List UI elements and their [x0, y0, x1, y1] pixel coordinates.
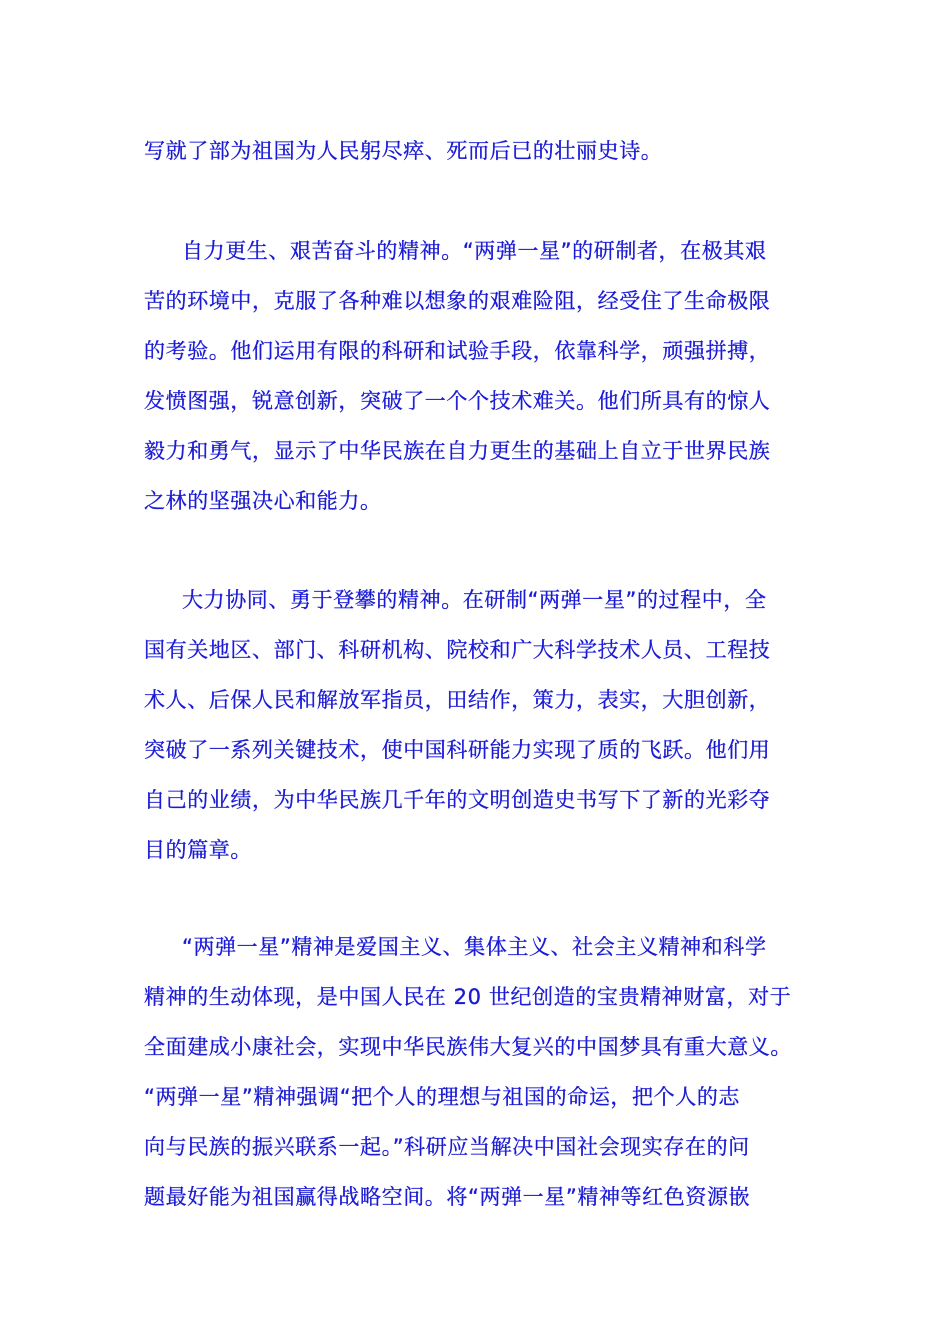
text-line: 目的篇章。	[144, 838, 252, 862]
text-line: 自己的业绩，为中华民族几千年的文明创造史书写下了新的光彩夺	[144, 788, 771, 812]
text-line: “两弹一星”精神是爱国主义、集体主义、社会主义精神和科学	[182, 935, 767, 959]
text-line: 发愤图强，锐意创新，突破了一个个技术难关。他们所具有的惊人	[144, 389, 771, 413]
text-line: 自力更生、艰苦奋斗的精神。“两弹一星”的研制者，在极其艰	[182, 239, 767, 263]
text-line: 苦的环境中，克服了各种难以想象的艰难险阻，经受住了生命极限	[144, 289, 771, 313]
paragraph-self-reliance	[144, 226, 824, 526]
paragraph-cooperation	[144, 575, 824, 875]
text-line: 大力协同、勇于登攀的精神。在研制“两弹一星”的过程中，全	[182, 588, 767, 612]
text-line: 全面建成小康社会，实现中华民族伟大复兴的中国梦具有重大意义。	[144, 1035, 792, 1059]
text-line: 向与民族的振兴联系一起。”科研应当解决中国社会现实存在的问	[144, 1135, 750, 1159]
text-line: 精神的生动体现，是中国人民在 20 世纪创造的宝贵精神财富，对于	[144, 985, 792, 1009]
text-line: 题最好能为祖国赢得战略空间。将“两弹一星”精神等红色资源嵌	[144, 1185, 751, 1209]
text-line: 术人、后保人民和解放军指员，田结作，策力，表实，大胆创新，	[144, 688, 771, 712]
paragraph-spirit-significance	[144, 922, 824, 1222]
text-line: “两弹一星”精神强调“把个人的理想与祖国的命运，把个人的志	[144, 1085, 741, 1109]
paragraph-continuation	[144, 126, 824, 176]
text-line: 毅力和勇气，显示了中华民族在自力更生的基础上自立于世界民族	[144, 439, 771, 463]
text-line: 之林的坚强决心和能力。	[144, 489, 382, 513]
text-line: 的考验。他们运用有限的科研和试验手段，依靠科学，顽强拼搏，	[144, 339, 771, 363]
text-line: 突破了一系列关键技术，使中国科研能力实现了质的飞跃。他们用	[144, 738, 771, 762]
text-line: 国有关地区、部门、科研机构、院校和广大科学技术人员、工程技	[144, 638, 771, 662]
text-line: 写就了部为祖国为人民躬尽瘁、死而后已的壮丽史诗。	[144, 139, 663, 163]
